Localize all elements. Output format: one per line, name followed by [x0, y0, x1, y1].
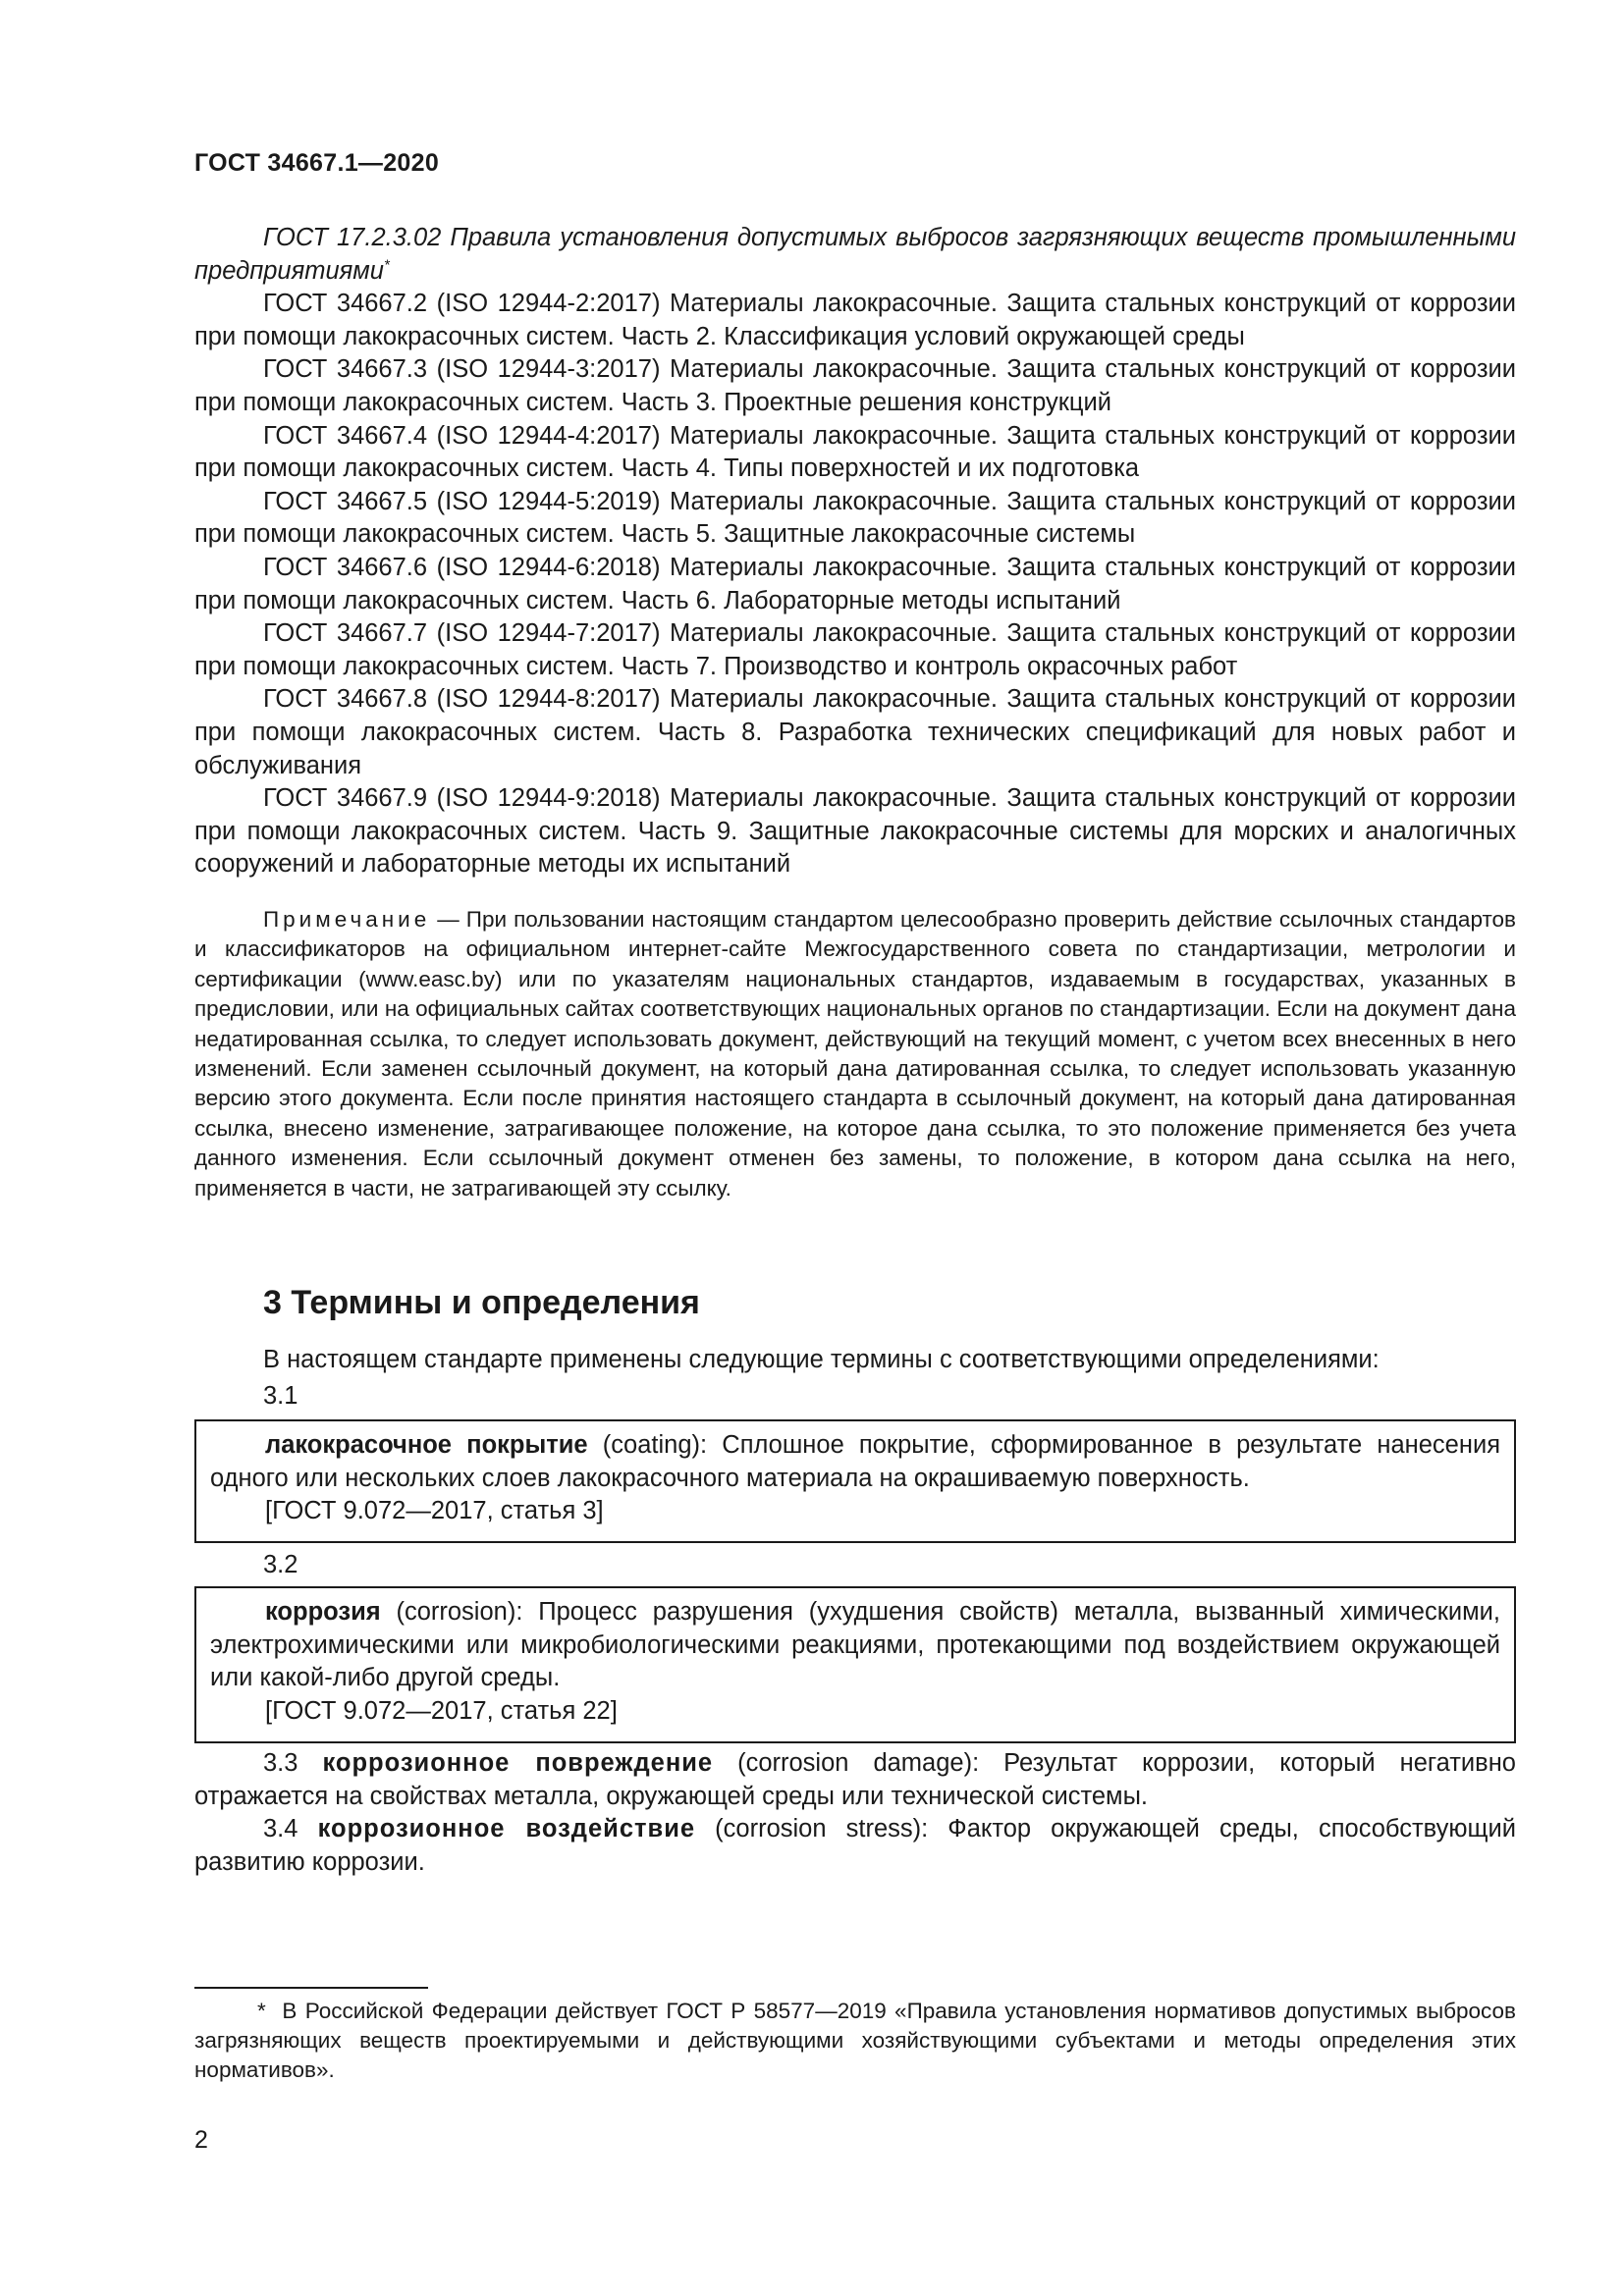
- footnote-mark: *: [383, 256, 390, 274]
- section-title: 3 Термины и определения: [263, 1284, 700, 1321]
- term-definition-box: [194, 1586, 1516, 1743]
- reference-item: ГОСТ 34667.4 (ISO 12944-4:2017) Материалы лакокрасочные. Защита стальных конструкций от коррозии при помощи лакокрасочных систем. Часть 4. Типы поверхностей и их подготовка: [194, 421, 1517, 483]
- terms-list: [194, 1747, 1516, 1879]
- reference-item: ГОСТ 34667.3 (ISO 12944-3:2017) Материалы лакокрасочные. Защита стальных конструкций от коррозии при помощи лакокрасочных систем. Часть 3. Проектные решения конструкций: [194, 355, 1517, 416]
- term-item: 3.3 коррозионное повреждение (corrosion damage): Результат коррозии, который негативно отражается на свойствах металла, окружающей среды или технической системы.: [194, 1749, 1516, 1810]
- reference-item: ГОСТ 34667.2 (ISO 12944-2:2017) Материалы лакокрасочные. Защита стальных конструкций от коррозии при помощи лакокрасочных систем. Часть 2. Классификация условий окружающей среды: [194, 290, 1517, 350]
- term-text: (coating): Сплошное покрытие, сформированное в результате нанесения одного или нескольких слоев лакокрасочного материала на окрашиваемую поверхность.: [210, 1431, 1500, 1492]
- term-number: 3.1: [263, 1382, 298, 1410]
- term-source: [ГОСТ 9.072—2017, статья 3]: [265, 1497, 604, 1525]
- section-intro: В настоящем стандарте применены следующие термины с соответствующими определениями:: [263, 1346, 1380, 1373]
- normative-references-list: [194, 222, 1516, 881]
- term-name: лакокрасочное покрытие: [265, 1431, 588, 1459]
- term-name: коррозионное воздействие: [317, 1815, 696, 1843]
- term-text: (corrosion damage): Результат коррозии, который негативно отражается на свойствах металла, окружающей среды или технической системы.: [194, 1749, 1516, 1810]
- footnote: [194, 1997, 1516, 2085]
- note-label: Примечание: [263, 907, 431, 932]
- term-definition-box: [194, 1419, 1516, 1543]
- reference-code: ГОСТ 17.2.3.02: [263, 224, 442, 251]
- page-number: 2: [194, 2126, 208, 2154]
- term-name: коррозионное повреждение: [322, 1749, 714, 1777]
- footnote-mark: *: [257, 1999, 266, 2023]
- footnote-text: В Российской Федерации действует ГОСТ Р 58577—2019 «Правила установления нормативов допустимых выбросов загрязняющих веществ проектируемыми и действующими хозяйствующими субъектами и методы определения этих нормативов».: [194, 1999, 1516, 2082]
- footnote-divider: [194, 1987, 428, 1989]
- reference-item: ГОСТ 34667.9 (ISO 12944-9:2018) Материалы лакокрасочные. Защита стальных конструкций от коррозии при помощи лакокрасочных систем. Часть 9. Защитные лакокрасочные системы для морских и аналогичных сооружений и лабораторные методы их испытаний: [194, 784, 1517, 879]
- term-item: 3.4 коррозионное воздействие (corrosion stress): Фактор окружающей среды, способствующий развитию коррозии.: [194, 1815, 1516, 1876]
- note-text: — При пользовании настоящим стандартом целесообразно проверить действие ссылочных стандартов и классификаторов на официальном интернет-сайте Межгосударственного совета по стандартизации, метрологии и сертификации (www.easc.by) или по указателям национальных стандартов, издаваемым в государствах, указанных в предисловии, или на официальных сайтах соответствующих национальных органов по стандартизации. Если на документ дана недатированная ссылка, то следует использовать документ, действующий на текущий момент, с учетом всех внесенных в него изменений. Если заменен ссылочный документ, на который дана датированная ссылка, то следует использовать указанную версию этого документа. Если после принятия настоящего стандарта в ссылочный документ, на который дана датированная ссылка, внесено изменение, затрагивающее положение, на которое дана ссылка, то это положение применяется без учета данного изменения. Если ссылочный документ отменен без замены, то положение, в котором дана ссылка на него, применяется в части, не затрагивающей эту ссылку.: [194, 907, 1516, 1201]
- reference-item: ГОСТ 34667.6 (ISO 12944-6:2018) Материалы лакокрасочные. Защита стальных конструкций от коррозии при помощи лакокрасочных систем. Часть 6. Лабораторные методы испытаний: [194, 553, 1517, 614]
- reference-item: ГОСТ 34667.8 (ISO 12944-8:2017) Материалы лакокрасочные. Защита стальных конструкций от коррозии при помощи лакокрасочных систем. Часть 8. Разработка технических спецификаций для новых работ и обслуживания: [194, 685, 1517, 779]
- note-block: [194, 905, 1516, 1203]
- reference-item: ГОСТ 34667.5 (ISO 12944-5:2019) Материалы лакокрасочные. Защита стальных конструкций от коррозии при помощи лакокрасочных систем. Часть 5. Защитные лакокрасочные системы: [194, 487, 1517, 549]
- reference-item: ГОСТ 34667.7 (ISO 12944-7:2017) Материалы лакокрасочные. Защита стальных конструкций от коррозии при помощи лакокрасочных систем. Часть 7. Производство и контроль окрасочных работ: [194, 619, 1517, 680]
- document-header: ГОСТ 34667.1—2020: [194, 149, 440, 177]
- term-source: [ГОСТ 9.072—2017, статья 22]: [265, 1696, 618, 1725]
- reference-title: Правила установления допустимых выбросов загрязняющих веществ промышленными предприятиями: [194, 224, 1516, 285]
- term-name: коррозия: [265, 1598, 381, 1626]
- term-text: (corrosion): Процесс разрушения (ухудшения свойств) металла, вызванный химическими, электрохимическими или микробиологическими реакциями, протекающими под воздействием окружающей или какой-либо другой среды.: [210, 1598, 1500, 1692]
- term-text: (corrosion stress): Фактор окружающей среды, способствующий развитию коррозии.: [194, 1815, 1516, 1876]
- reference-item: [194, 222, 1516, 288]
- term-number: 3.2: [263, 1551, 298, 1578]
